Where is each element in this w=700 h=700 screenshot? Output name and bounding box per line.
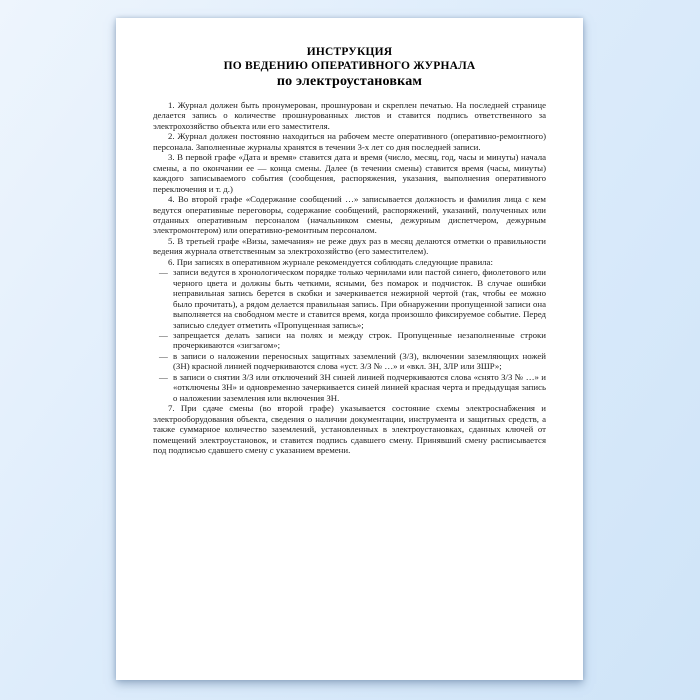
- document-title: [153, 45, 546, 89]
- document-body: [153, 100, 546, 455]
- dash-marker: —: [159, 267, 168, 278]
- paragraph-1: 1. Журнал должен быть пронумерован, прошнурован и скреплен печатью. На последней странице делается запись о количестве прошнурованных листов и ставится подпись ответственного за электрохозяйство объекта или его заместителя.: [153, 100, 546, 131]
- title-line-2: ПО ВЕДЕНИЮ ОПЕРАТИВНОГО ЖУРНАЛА: [223, 60, 476, 72]
- document-page: [116, 18, 583, 680]
- page-content: [116, 18, 583, 455]
- list-item-text: в записи о наложении переносных защитных заземлений (З/З), включении заземляющих ножей (ЗН) красной линией подчеркиваются слова «уст. З/З № …» и «вкл. ЗН, ЗЛР или ЗШР»;: [173, 350, 546, 372]
- paragraph-2: 2. Журнал должен постоянно находиться на рабочем месте оперативного (оперативно-ремонтного) персонала. Заполненные журналы хранятся в течении 3-х лет со дня последней записи.: [153, 131, 546, 152]
- paragraph-5: 5. В третьей графе «Визы, замечания» не реже двух раз в месяц делаются отметки о правильности ведения журнала ответственным за электрохозяйство (его заместителем).: [153, 235, 546, 257]
- paragraph-3: 3. В первой графе «Дата и время» ставится дата и время (число, месяц, год, часы и минуты) начала смены, а по окончании ее — конца смены. Далее (в течении смены) ставится время (часы, минуты) каждого записываемого события (сообщения, распоряжения, указания, выполнения оперативного переключения и т. д.): [153, 152, 546, 194]
- list-item-text: в записи о снятии З/З или отключений ЗН синей линией подчеркиваются слова «снято З/З № …» и «отключены ЗН» и одновременно зачеркивается синей линией красная черта и предыдущая запись о наложении заземления или включения ЗН.: [173, 371, 546, 403]
- paragraph-7: 7. При сдаче смены (во второй графе) указывается состояние схемы электроснабжения и электрооборудования объекта, сведения о наличии документации, инструмента и защитных средств, а также суммарное количество заземлений, установленных в электроустановках, сданных ключей от помещений электроустановок, и ставится подпись сдавшего смену. Принявший смену расписывается под подписью сдавшего смену с указанием времени.: [153, 403, 546, 455]
- paragraph-4: 4. Во второй графе «Содержание сообщений …» записывается должность и фамилия лица с кем ведутся оперативные переговоры, содержание сообщений, распоряжений, указаний, полученных или отданных оперативным персоналом (начальником смены, дежурным диспетчером, дежурным электромонтером) или оперативно-ремонтным персоналом.: [153, 194, 546, 236]
- dash-marker: —: [159, 350, 168, 361]
- title-line-1: ИНСТРУКЦИЯ: [306, 46, 393, 58]
- list-item-4: [153, 372, 546, 403]
- list-item-1: [153, 267, 546, 330]
- list-item-text: запрещается делать записи на полях и между строк. Пропущенные незаполненные строки прочеркиваются «зигзагом»;: [173, 329, 546, 351]
- paragraph-6: 6. При записях в оперативном журнале рекомендуется соблюдать следующие правила:: [168, 256, 493, 267]
- list-item-3: [153, 351, 546, 372]
- dash-marker: —: [159, 329, 168, 340]
- title-line-3: по электроустановкам: [276, 74, 423, 89]
- list-item-text: записи ведутся в хронологическом порядке только чернилами или пастой синего, фиолетового или черного цвета и должны быть четкими, ясными, без помарок и подчисток. В случае ошибки неправильная запись берется в скобки и зачеркивается нежирной чертой (так, чтобы ее можно было прочитать), а рядом делается правильная запись. При обнаружении пропущенной записи она выполняется на свободном месте и ставится время, когда произошло фиксируемое событие. Перед записью следует отметить «Пропущенная запись»;: [173, 267, 546, 330]
- dash-marker: —: [159, 371, 168, 382]
- list-item-2: [153, 330, 546, 351]
